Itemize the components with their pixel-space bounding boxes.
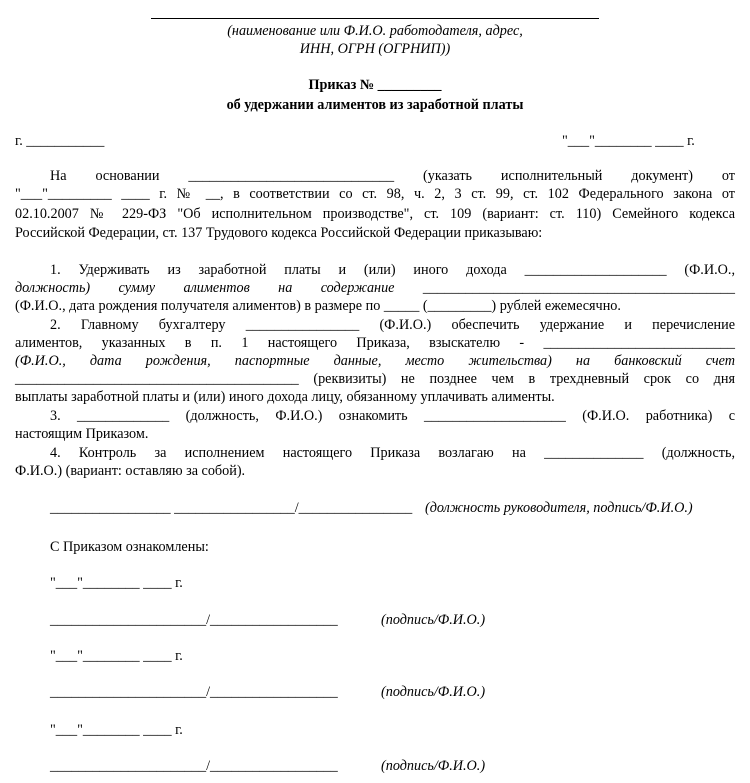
director-signature-line: _________________ _________________/________________ bbox=[50, 500, 413, 516]
acquainted-date-1: "___"________ ____ г. bbox=[50, 575, 183, 591]
acquainted-sign-3: ______________________/__________________ bbox=[50, 758, 338, 774]
item1-line-1: 1. Удерживать из заработной платы и (или) иного дохода ____________________ (Ф.И.О., bbox=[50, 262, 735, 278]
preamble-line-1 bbox=[50, 168, 735, 185]
acquainted-caption-2: (подпись/Ф.И.О.) bbox=[381, 684, 486, 700]
item2-line-1: 2. Главному бухгалтеру ________________ (Ф.И.О.) обеспечить удержание и перечисление bbox=[50, 317, 735, 333]
item2-line-4: ________________________________________ (реквизиты) не позднее чем в трехдневный срок со дня bbox=[15, 371, 735, 387]
employer-blank-line bbox=[151, 18, 599, 19]
date-field: "___"________ ____ г. bbox=[562, 133, 695, 149]
item2-line-5: выплаты заработной платы и (или) иного дохода лицу, обязанному уплачивать алименты. bbox=[15, 389, 555, 405]
preamble-line-3: 02.10.2007 № 229-ФЗ "Об исполнительном производстве", ст. 109 (вариант: ст. 110) Семейного кодекса bbox=[15, 206, 735, 222]
acquainted-caption-1: (подпись/Ф.И.О.) bbox=[381, 612, 486, 628]
acquainted-date-3: "___"________ ____ г. bbox=[50, 722, 183, 738]
employer-caption-1: (наименование или Ф.И.О. работодателя, адрес, bbox=[227, 23, 523, 39]
item1-line-2: должность) сумму алиментов на содержание ____________________________________________ bbox=[15, 280, 735, 296]
city-field: г. ___________ bbox=[15, 133, 105, 149]
acquainted-heading: С Приказом ознакомлены: bbox=[50, 539, 209, 555]
acquainted-sign-1: ______________________/__________________ bbox=[50, 612, 338, 628]
item4-line-1: 4. Контроль за исполнением настоящего Приказа возлагаю на ______________ (должность, bbox=[50, 445, 735, 461]
acquainted-sign-2: ______________________/__________________ bbox=[50, 684, 338, 700]
order-title: Приказ № _________ bbox=[308, 77, 442, 93]
acquainted-date-2: "___"________ ____ г. bbox=[50, 648, 183, 664]
item2-line-3: (Ф.И.О., дата рождения, паспортные данные, место жительства) на банковский счет bbox=[15, 353, 735, 369]
preamble-text-1: На основании _____________________________ (указать исполнительный документ) от bbox=[50, 168, 735, 184]
order-subtitle: об удержании алиментов из заработной платы bbox=[226, 97, 524, 113]
acquainted-caption-3: (подпись/Ф.И.О.) bbox=[381, 758, 486, 774]
preamble-line-4: Российской Федерации, ст. 137 Трудового кодекса Российской Федерации приказываю: bbox=[15, 225, 543, 241]
director-signature-caption: (должность руководителя, подпись/Ф.И.О.) bbox=[425, 500, 693, 516]
item3-line-2: настоящим Приказом. bbox=[15, 426, 149, 442]
item2-line-2: алиментов, указанных в п. 1 настоящего Приказа, взыскателю - ___________________________ bbox=[15, 335, 735, 351]
employer-caption-2: ИНН, ОГРН (ОГРНИП)) bbox=[299, 41, 451, 57]
item4-line-2: Ф.И.О.) (вариант: оставляю за собой). bbox=[15, 463, 246, 479]
item1-line-3: (Ф.И.О., дата рождения получателя алиментов) в размере по _____ (_________) рублей ежемесячно. bbox=[15, 298, 621, 314]
item3-line-1: 3. _____________ (должность, Ф.И.О.) ознакомить ____________________ (Ф.И.О. работника) с bbox=[50, 408, 735, 424]
preamble-line-2: "___"_________ ____ г. № __, в соответствии со ст. 98, ч. 2, 3 ст. 99, ст. 102 Федерального закона от bbox=[15, 186, 735, 202]
